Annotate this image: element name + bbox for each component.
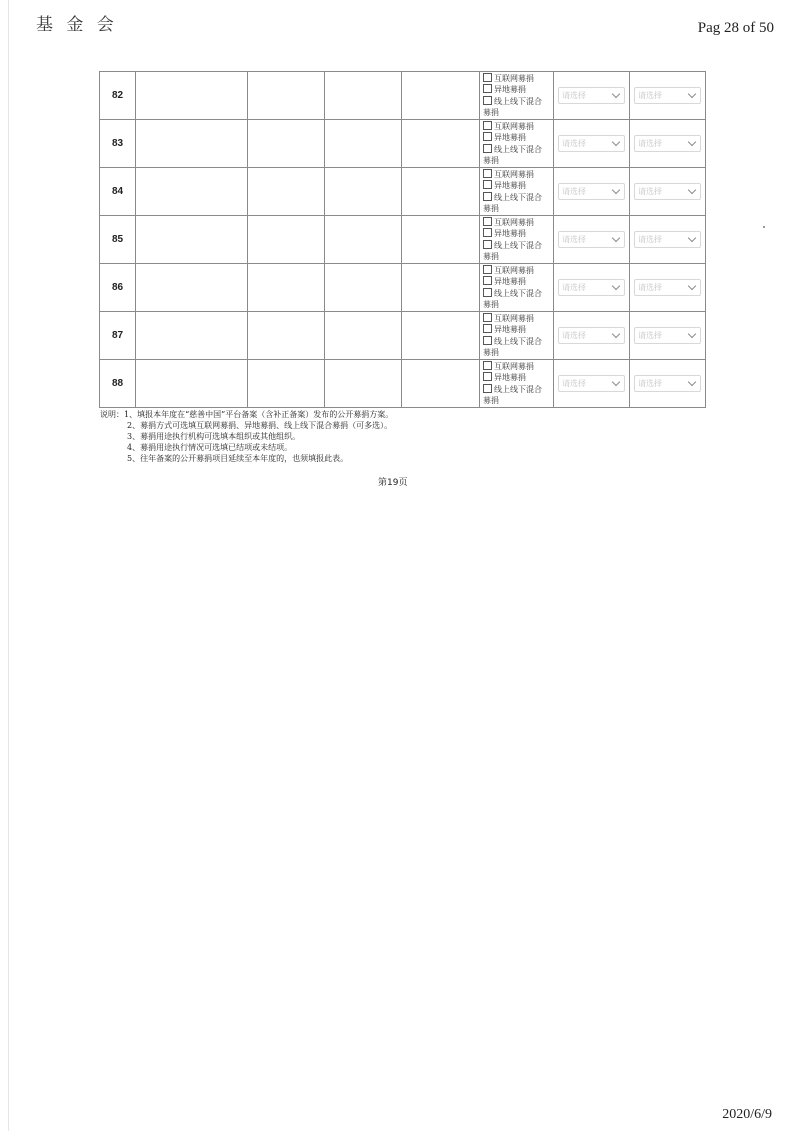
checkbox-label: 异地募捐 [494,325,526,334]
fundraising-method-cell [480,168,554,216]
executing-org-select-cell [554,360,630,408]
offsite-fundraising-checkbox[interactable] [483,324,553,336]
page-indicator: Pag 28 of 50 [697,20,774,36]
chevron-down-icon[interactable] [688,186,696,194]
fundraising-record-table [99,71,706,408]
mixed-fundraising-checkbox[interactable] [483,96,553,108]
page-edge-shadow [8,0,9,1131]
period-cell[interactable] [325,264,402,312]
checkbox-square-icon[interactable] [483,324,492,333]
fundraising-method-cell [480,312,554,360]
chevron-down-icon[interactable] [688,330,696,338]
checkbox-square-icon[interactable] [483,192,492,201]
checkbox-square-icon[interactable] [483,228,492,237]
amount-cell[interactable] [402,264,480,312]
note-line: 5、往年备案的公开募捐项目延续至本年度的，也须填报此表。 [127,454,349,463]
checkbox-label: 互联网募捐 [494,217,534,227]
project-name-cell[interactable] [136,72,248,120]
fundraising-method-cell [480,72,554,120]
execution-status-select[interactable] [634,135,701,152]
checkbox-label: 互联网募捐 [494,265,534,275]
checkbox-square-icon[interactable] [483,361,492,370]
note-line: 说明：1、填报本年度在“慈善中国”平台备案（含补正备案）发布的公开募捐方案。 [100,410,394,419]
checkbox-square-icon[interactable] [483,84,492,93]
print-date: 2020/6/9 [722,1107,772,1122]
checkbox-label: 线上线下混合 [494,336,542,346]
table-row [100,120,706,168]
row-number: 88 [100,360,136,408]
chevron-down-icon[interactable] [688,90,696,98]
checkbox-square-icon[interactable] [483,265,492,274]
project-name-cell[interactable] [136,168,248,216]
project-name-cell[interactable] [136,120,248,168]
executing-org-select[interactable] [558,327,625,344]
record-number-cell[interactable] [248,360,325,408]
checkbox-label: 异地募捐 [494,229,526,238]
execution-status-select-cell [630,264,706,312]
project-name-cell[interactable] [136,312,248,360]
chevron-down-icon[interactable] [612,330,620,338]
period-cell[interactable] [325,312,402,360]
checkbox-label: 异地募捐 [494,277,526,286]
select-placeholder: 请选择 [562,235,586,244]
amount-cell[interactable] [402,120,480,168]
checkbox-square-icon[interactable] [483,180,492,189]
execution-status-select-cell [630,72,706,120]
executing-org-select[interactable] [558,375,625,392]
online-fundraising-checkbox[interactable] [483,169,553,181]
checkbox-label-continued: 募捐 [483,348,499,357]
chevron-down-icon[interactable] [688,234,696,242]
mixed-fundraising-checkbox[interactable] [483,336,553,348]
executing-org-select-cell [554,72,630,120]
select-placeholder: 请选择 [562,187,586,196]
execution-status-select[interactable] [634,327,701,344]
amount-cell[interactable] [402,72,480,120]
checkbox-square-icon[interactable] [483,121,492,130]
online-fundraising-checkbox[interactable] [483,73,553,85]
select-placeholder: 请选择 [638,331,662,340]
executing-org-select-cell [554,120,630,168]
offsite-fundraising-checkbox[interactable] [483,132,553,144]
table-row [100,168,706,216]
checkbox-label: 互联网募捐 [494,361,534,371]
row-number: 85 [100,216,136,264]
chevron-down-icon[interactable] [688,282,696,290]
checkbox-label: 互联网募捐 [494,121,534,131]
execution-status-select[interactable] [634,279,701,296]
checkbox-label-continued: 募捐 [483,204,499,213]
checkbox-label: 异地募捐 [494,133,526,142]
select-placeholder: 请选择 [562,331,586,340]
record-number-cell[interactable] [248,216,325,264]
select-placeholder: 请选择 [638,283,662,292]
checkbox-label: 线上线下混合 [494,240,542,250]
checkbox-square-icon[interactable] [483,288,492,297]
amount-cell[interactable] [402,216,480,264]
checkbox-square-icon[interactable] [483,96,492,105]
select-placeholder: 请选择 [638,187,662,196]
executing-org-select[interactable] [558,183,625,200]
online-fundraising-checkbox[interactable] [483,313,553,325]
note-line: 3、募捐用途执行机构可选填本组织或其他组织。 [127,432,301,441]
table-row [100,312,706,360]
select-placeholder: 请选择 [562,379,586,388]
checkbox-label: 异地募捐 [494,181,526,190]
scan-speck [763,226,765,228]
execution-status-select[interactable] [634,375,701,392]
checkbox-label: 线上线下混合 [494,288,542,298]
amount-cell[interactable] [402,312,480,360]
chevron-down-icon[interactable] [612,378,620,386]
amount-cell[interactable] [402,360,480,408]
row-number: 83 [100,120,136,168]
executing-org-select[interactable] [558,279,625,296]
execution-status-select[interactable] [634,183,701,200]
fundraising-method-cell [480,120,554,168]
mixed-fundraising-checkbox[interactable] [483,288,553,300]
mixed-fundraising-checkbox[interactable] [483,384,553,396]
org-header: 基 金 会 [36,15,118,35]
online-fundraising-checkbox[interactable] [483,265,553,277]
select-placeholder: 请选择 [638,91,662,100]
fundraising-method-cell [480,216,554,264]
checkbox-label: 线上线下混合 [494,144,542,154]
offsite-fundraising-checkbox[interactable] [483,180,553,192]
project-name-cell[interactable] [136,360,248,408]
period-cell[interactable] [325,72,402,120]
execution-status-select-cell [630,216,706,264]
checkbox-label-continued: 募捐 [483,396,499,405]
table-row [100,72,706,120]
checkbox-label: 互联网募捐 [494,169,534,179]
execution-status-select-cell [630,312,706,360]
record-number-cell[interactable] [248,168,325,216]
checkbox-square-icon[interactable] [483,240,492,249]
chevron-down-icon[interactable] [688,378,696,386]
offsite-fundraising-checkbox[interactable] [483,276,553,288]
fundraising-method-cell [480,360,554,408]
execution-status-select-cell [630,168,706,216]
record-number-cell[interactable] [248,264,325,312]
checkbox-label: 异地募捐 [494,373,526,382]
row-number: 86 [100,264,136,312]
online-fundraising-checkbox[interactable] [483,121,553,133]
checkbox-square-icon[interactable] [483,217,492,226]
table-row [100,360,706,408]
execution-status-select[interactable] [634,87,701,104]
offsite-fundraising-checkbox[interactable] [483,372,553,384]
chevron-down-icon[interactable] [612,234,620,242]
executing-org-select[interactable] [558,231,625,248]
chevron-down-icon[interactable] [688,138,696,146]
checkbox-label: 互联网募捐 [494,73,534,83]
online-fundraising-checkbox[interactable] [483,361,553,373]
checkbox-square-icon[interactable] [483,384,492,393]
checkbox-label-continued: 募捐 [483,108,499,117]
select-placeholder: 请选择 [638,235,662,244]
select-placeholder: 请选择 [562,91,586,100]
checkbox-square-icon[interactable] [483,144,492,153]
table-row [100,264,706,312]
note-line: 2、募捐方式可选填互联网募捐、异地募捐、线上线下混合募捐（可多选）。 [127,421,393,430]
checkbox-label: 异地募捐 [494,85,526,94]
select-placeholder: 请选择 [638,139,662,148]
select-placeholder: 请选择 [638,379,662,388]
executing-org-select-cell [554,168,630,216]
checkbox-square-icon[interactable] [483,169,492,178]
checkbox-square-icon[interactable] [483,313,492,322]
chevron-down-icon[interactable] [612,90,620,98]
select-placeholder: 请选择 [562,283,586,292]
checkbox-square-icon[interactable] [483,372,492,381]
notes-block [100,409,393,464]
period-cell[interactable] [325,360,402,408]
project-name-cell[interactable] [136,264,248,312]
checkbox-label: 互联网募捐 [494,313,534,323]
execution-status-select[interactable] [634,231,701,248]
checkbox-square-icon[interactable] [483,132,492,141]
checkbox-label-continued: 募捐 [483,300,499,309]
row-number: 84 [100,168,136,216]
checkbox-label: 线上线下混合 [494,192,542,202]
chevron-down-icon[interactable] [612,186,620,194]
offsite-fundraising-checkbox[interactable] [483,84,553,96]
inner-page-number: 第19页 [378,478,408,488]
executing-org-select-cell [554,216,630,264]
checkbox-label: 线上线下混合 [494,96,542,106]
project-name-cell[interactable] [136,216,248,264]
checkbox-square-icon[interactable] [483,276,492,285]
row-number: 87 [100,312,136,360]
amount-cell[interactable] [402,168,480,216]
select-placeholder: 请选择 [562,139,586,148]
record-number-cell[interactable] [248,120,325,168]
checkbox-label-continued: 募捐 [483,156,499,165]
execution-status-select-cell [630,120,706,168]
period-cell[interactable] [325,168,402,216]
period-cell[interactable] [325,120,402,168]
chevron-down-icon[interactable] [612,282,620,290]
mixed-fundraising-checkbox[interactable] [483,192,553,204]
table-row [100,216,706,264]
executing-org-select[interactable] [558,87,625,104]
record-number-cell[interactable] [248,312,325,360]
offsite-fundraising-checkbox[interactable] [483,228,553,240]
mixed-fundraising-checkbox[interactable] [483,240,553,252]
checkbox-square-icon[interactable] [483,73,492,82]
period-cell[interactable] [325,216,402,264]
execution-status-select-cell [630,360,706,408]
online-fundraising-checkbox[interactable] [483,217,553,229]
checkbox-label: 线上线下混合 [494,384,542,394]
note-line: 4、募捐用途执行情况可选填已结项或未结项。 [127,443,293,452]
checkbox-square-icon[interactable] [483,336,492,345]
record-number-cell[interactable] [248,72,325,120]
row-number: 82 [100,72,136,120]
chevron-down-icon[interactable] [612,138,620,146]
mixed-fundraising-checkbox[interactable] [483,144,553,156]
fundraising-method-cell [480,264,554,312]
executing-org-select[interactable] [558,135,625,152]
checkbox-label-continued: 募捐 [483,252,499,261]
executing-org-select-cell [554,264,630,312]
executing-org-select-cell [554,312,630,360]
